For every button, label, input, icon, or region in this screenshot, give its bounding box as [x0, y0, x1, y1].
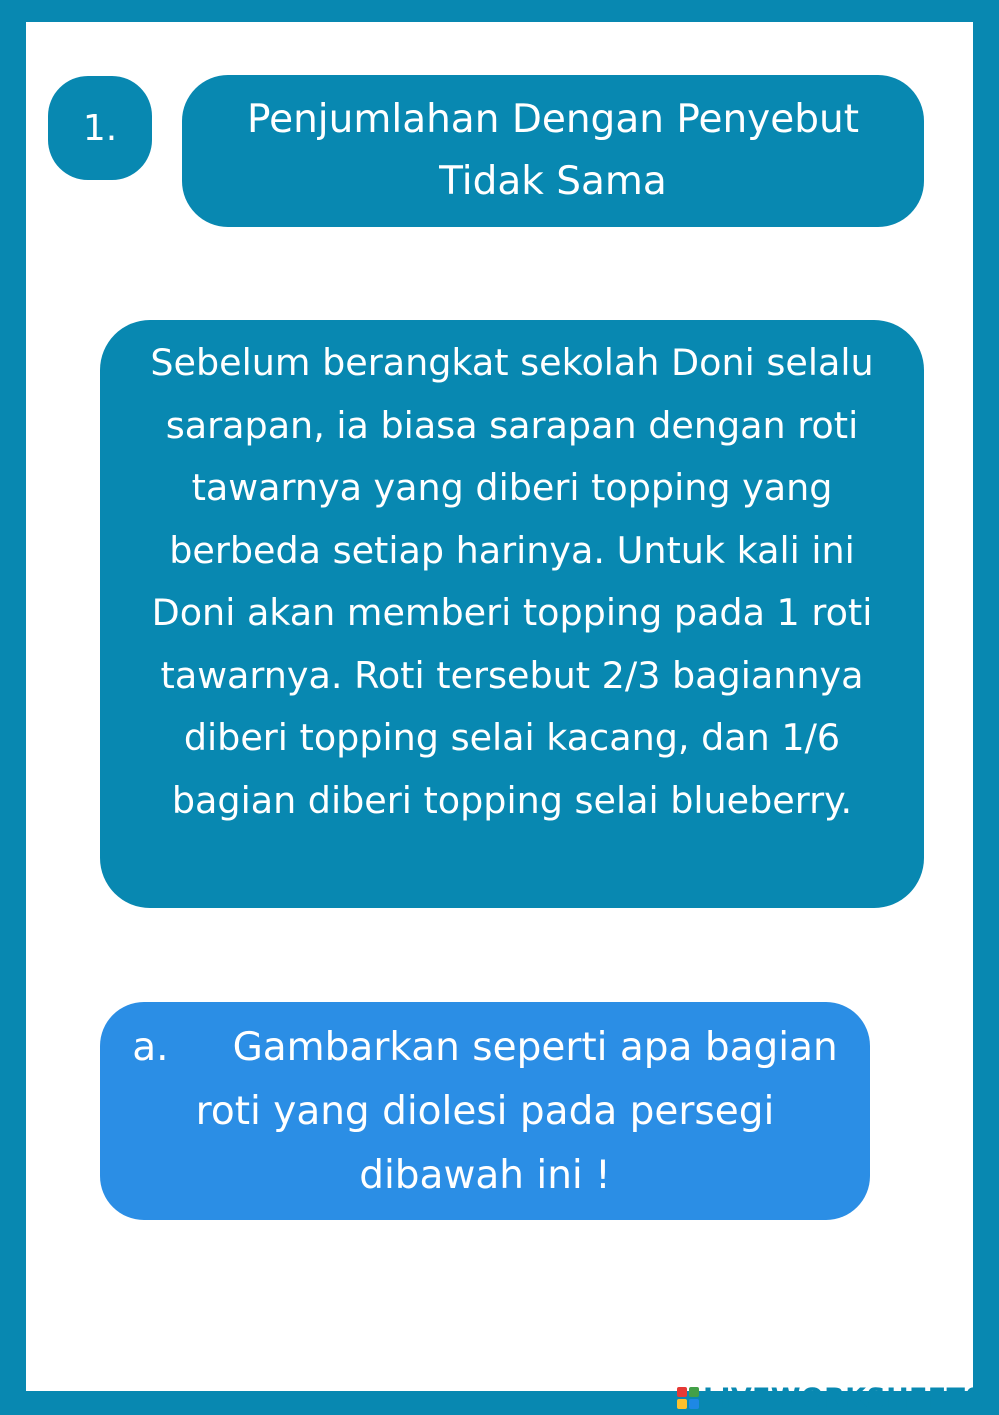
- question-number-badge: [48, 76, 152, 180]
- story-line: tawarnya. Roti tersebut 2/3 bagiannya: [160, 653, 864, 697]
- story-line: Sebelum berangkat sekolah Doni selalu: [150, 341, 874, 384]
- logo-square-yellow: [677, 1399, 687, 1409]
- liveworksheets-logo-icon: [677, 1387, 699, 1409]
- title-line-2: Tidak Sama: [439, 159, 667, 204]
- title-line-1: Penjumlahan Dengan Penyebut: [246, 97, 860, 142]
- question-line-3: dibawah ini !: [359, 1153, 611, 1198]
- question-line-1: [108, 1016, 862, 1080]
- liveworksheets-watermark: [677, 1383, 985, 1413]
- story-line: Doni akan memberi topping pada 1 roti: [151, 591, 873, 634]
- watermark-text: LIVEWORKSHEETS: [702, 1382, 985, 1414]
- question-a-box: [100, 1002, 870, 1220]
- worksheet-title: [182, 75, 924, 227]
- story-problem: [100, 320, 924, 908]
- logo-square-blue: [689, 1399, 699, 1409]
- logo-square-green: [689, 1387, 699, 1397]
- question-text-1: Gambarkan seperti apa bagian: [232, 1025, 838, 1070]
- story-line: berbeda setiap harinya. Untuk kali ini: [169, 528, 855, 572]
- question-number: 1.: [82, 107, 118, 149]
- story-line: tawarnya yang diberi topping yang: [191, 466, 833, 509]
- story-line: diberi topping selai kacang, dan 1/6: [183, 716, 841, 759]
- question-marker: a.: [132, 1025, 169, 1070]
- logo-square-red: [677, 1387, 687, 1397]
- story-line: bagian diberi topping selai blueberry.: [171, 778, 853, 822]
- story-line: sarapan, ia biasa sarapan dengan roti: [165, 403, 859, 447]
- question-line-2: roti yang diolesi pada persegi: [195, 1089, 775, 1134]
